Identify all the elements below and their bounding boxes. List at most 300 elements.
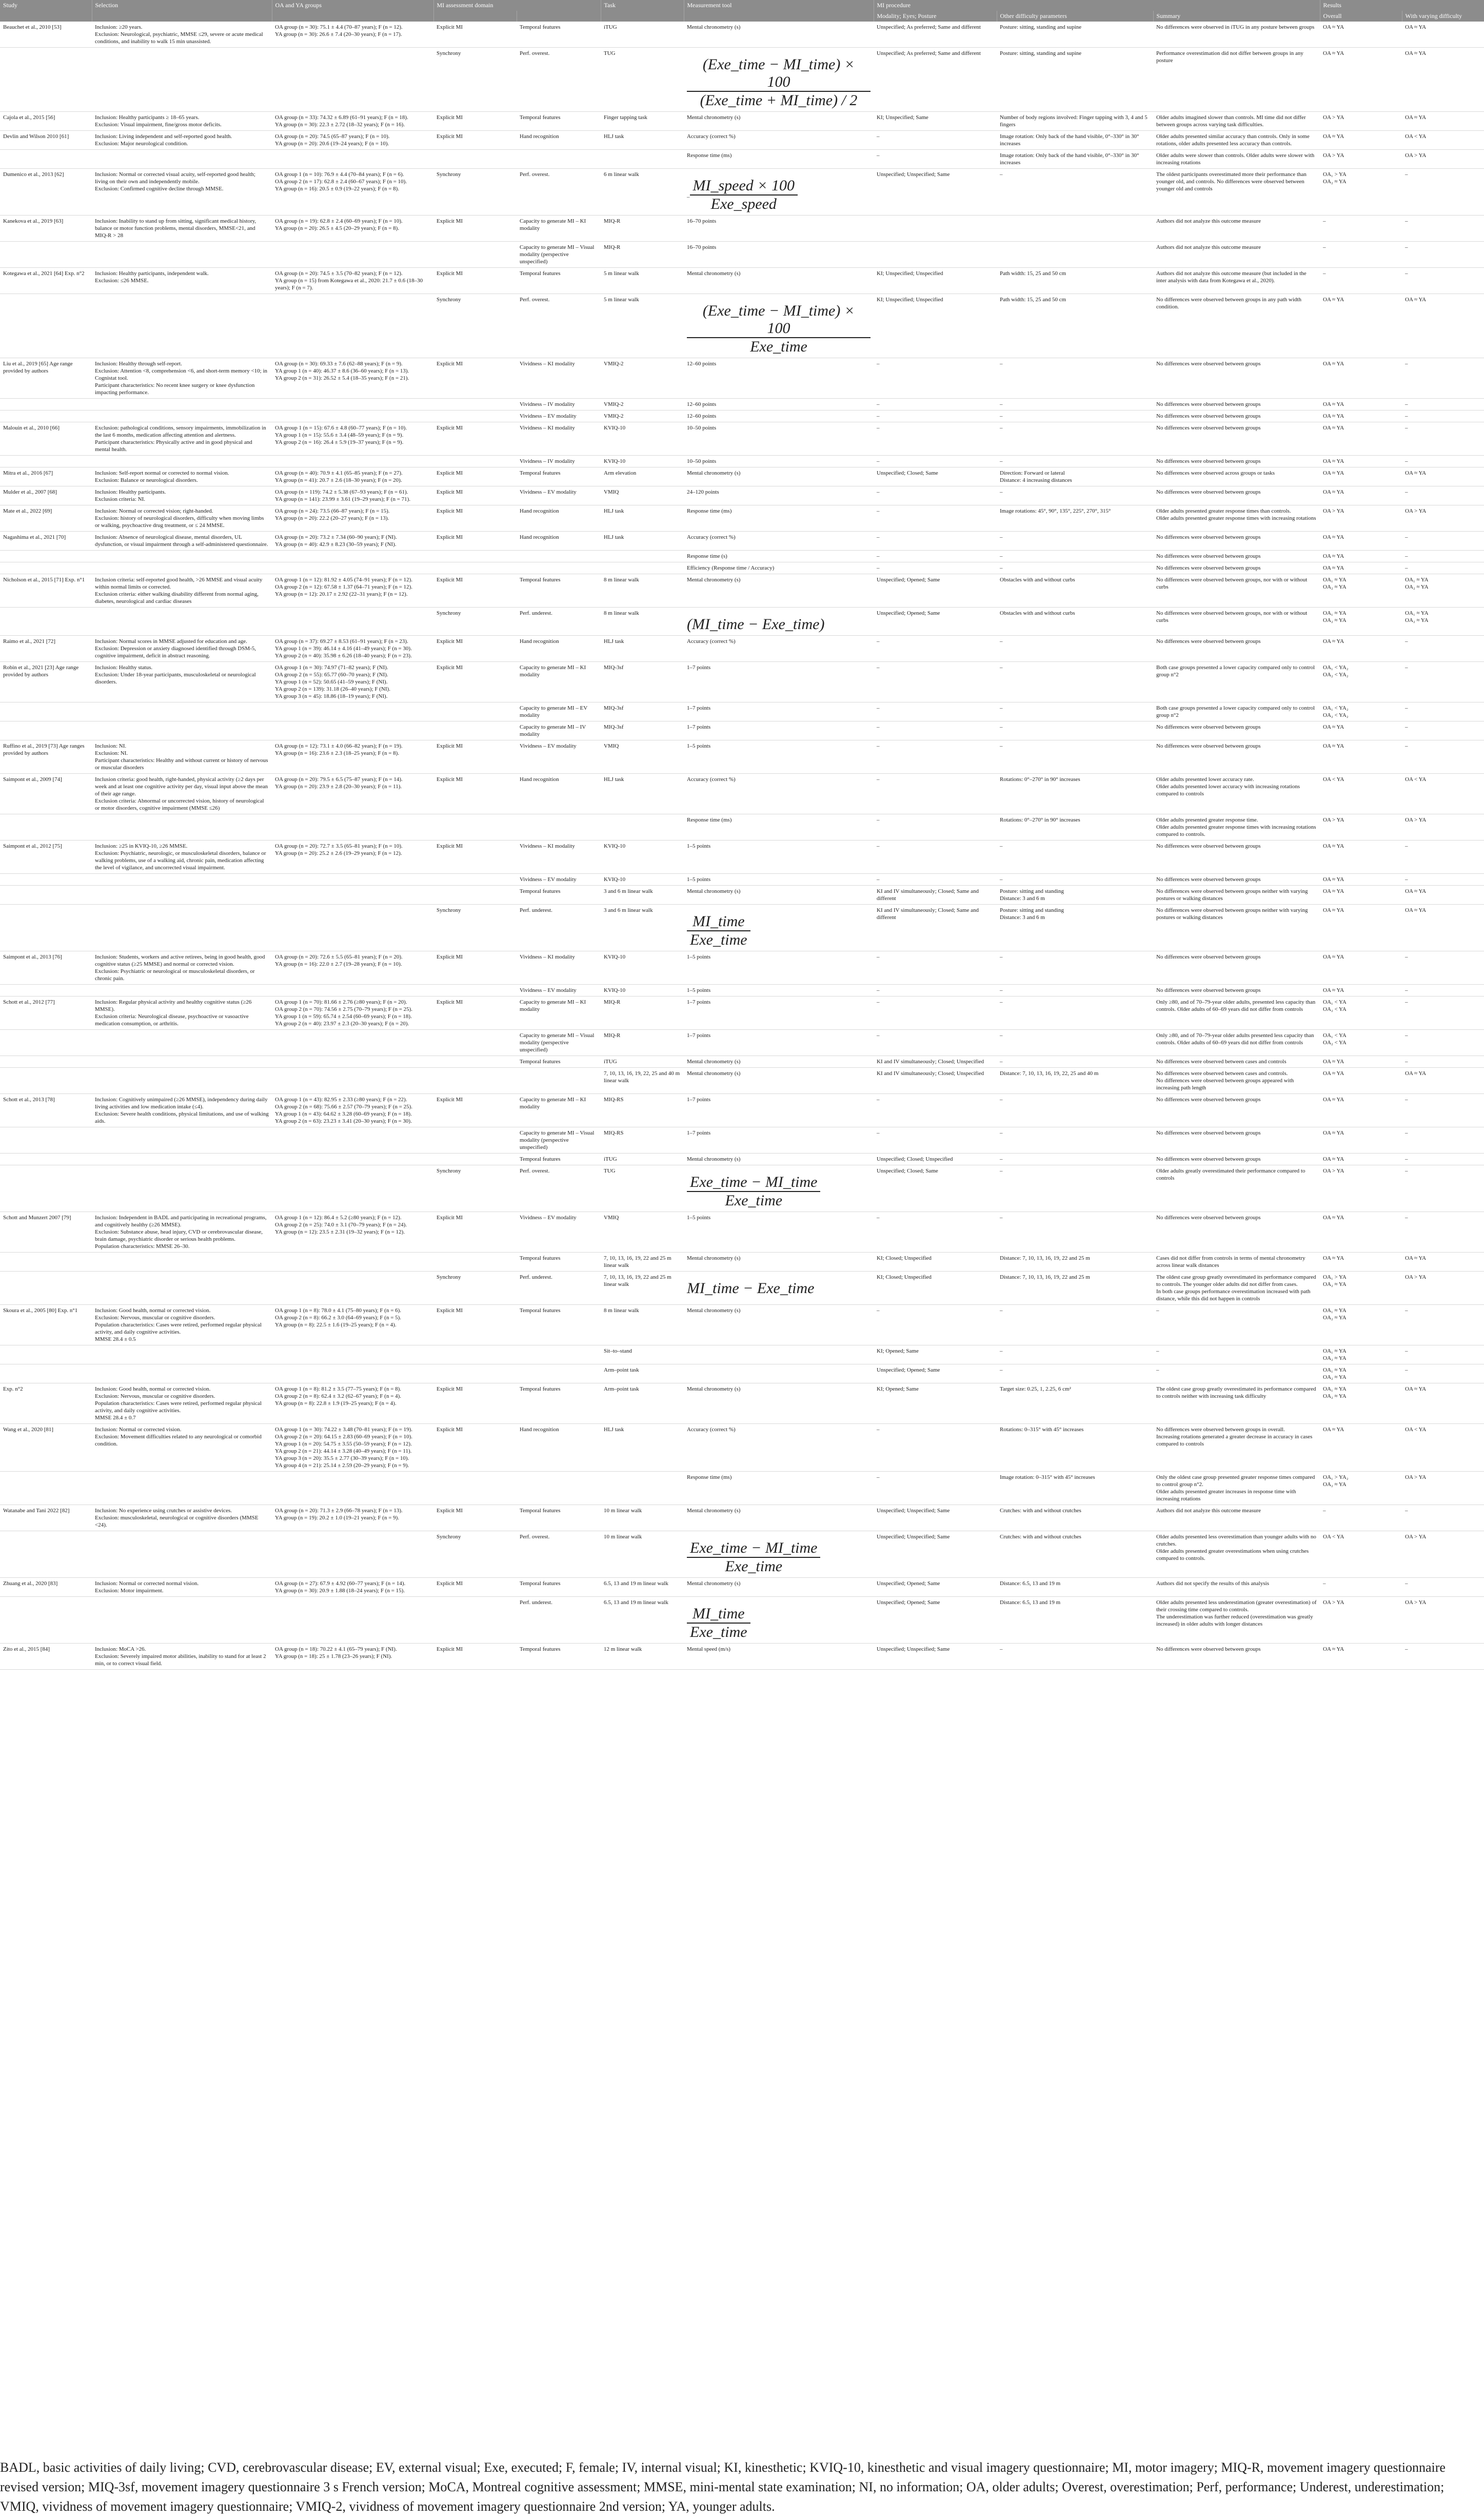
domain-cell-text: Explicit MI bbox=[437, 425, 463, 431]
summary-cell-text: No differences were observed between groups bbox=[1156, 1097, 1261, 1103]
overall-cell-text: OA ≈ YA bbox=[1323, 907, 1344, 913]
table-row bbox=[0, 169, 1484, 216]
domain-cell bbox=[433, 1165, 517, 1212]
modality-cell-text: Unspecified; Opened; Same bbox=[877, 1580, 940, 1587]
other-params-cell-text: Distance: 6.5, 13 and 19 m bbox=[1000, 1599, 1061, 1606]
modality-cell-text: Unspecified; Unspecified; Same bbox=[877, 1646, 950, 1652]
overall-cell-text: OA ≈ YA bbox=[1323, 458, 1344, 464]
study-cell bbox=[0, 574, 92, 608]
domain-cell-text: Explicit MI bbox=[437, 489, 463, 495]
modality-cell bbox=[874, 268, 997, 294]
other-params-cell-text: Posture: sitting and standing bbox=[1000, 907, 1064, 913]
task-cell-text: HLJ task bbox=[604, 638, 624, 644]
summary-cell-text: Older adults were slower than controls. Older adults were slower with increasing rotations bbox=[1156, 152, 1315, 166]
selection-cell-text: Inclusion: Normal or corrected vision; right-handed. bbox=[95, 508, 213, 514]
varying-cell bbox=[1402, 1644, 1484, 1670]
varying-cell-text: – bbox=[1405, 458, 1408, 464]
summary-cell-text: No differences were observed between groups neither with varying postures or walking distances bbox=[1156, 888, 1308, 902]
domain-detail-cell bbox=[517, 216, 601, 242]
table-row bbox=[0, 1253, 1484, 1272]
other-params-cell bbox=[997, 1364, 1153, 1383]
task-cell-text: VMIQ-2 bbox=[604, 413, 624, 419]
overall-cell bbox=[1320, 905, 1402, 951]
tool-cell bbox=[684, 22, 874, 48]
table-row bbox=[0, 1127, 1484, 1154]
domain-detail-cell-text: Temporal features bbox=[520, 470, 561, 476]
domain-cell bbox=[433, 1597, 517, 1644]
overall-cell-text: OA₂ ≈ YA bbox=[1323, 1315, 1347, 1321]
domain-detail-cell-text: Capacity to generate MI – KI modality bbox=[520, 1097, 586, 1110]
tool-cell-text: Mental chronometry (s) bbox=[687, 270, 741, 277]
tool-cell bbox=[684, 1364, 874, 1383]
tool-cell bbox=[684, 422, 874, 456]
groups-cell-text: YA group (n = 15) from Kotegawa et al., 2020: 21.7 ± 0.6 (18–30 years); F (n = 7). bbox=[275, 278, 423, 291]
task-cell bbox=[601, 358, 684, 399]
summary-cell bbox=[1153, 411, 1320, 422]
task-cell bbox=[601, 1305, 684, 1345]
domain-cell bbox=[433, 112, 517, 131]
modality-cell-text: Unspecified; Unspecified; Same bbox=[877, 1534, 950, 1540]
study-cell bbox=[0, 1345, 92, 1364]
header-selection: Selection bbox=[92, 0, 272, 11]
study-cell bbox=[0, 814, 92, 841]
modality-cell bbox=[874, 294, 997, 358]
varying-cell bbox=[1402, 997, 1484, 1030]
groups-cell-text: OA group 2 (n = 12): 67.58 ± 1.37 (64–71 years); F (n = 12). bbox=[275, 584, 413, 590]
formula bbox=[687, 1280, 814, 1297]
task-cell-text: 8 m linear walk bbox=[604, 1307, 639, 1314]
study-cell-text: Ruffino et al., 2019 [73] Age ranges provided by authors bbox=[3, 743, 85, 756]
modality-cell bbox=[874, 1094, 997, 1127]
task-cell-text: 10 m linear walk bbox=[604, 1508, 642, 1514]
overall-cell bbox=[1320, 551, 1402, 562]
overall-cell-text: OA₁ > YA bbox=[1323, 171, 1347, 178]
domain-detail-cell bbox=[517, 150, 601, 169]
formula-denominator: Exe_time bbox=[725, 1558, 783, 1575]
selection-cell bbox=[92, 150, 272, 169]
other-params-cell bbox=[997, 216, 1153, 242]
overall-cell-text: OA ≈ YA bbox=[1323, 534, 1344, 540]
summary-cell-text: No differences were observed between groups bbox=[1156, 565, 1261, 571]
subheader-varying: With varying difficulty bbox=[1402, 11, 1484, 22]
overall-cell bbox=[1320, 1345, 1402, 1364]
study-cell bbox=[0, 169, 92, 216]
groups-cell-text: OA group 1 (n = 43): 82.95 ± 2.33 (≥80 years); F (n = 22). bbox=[275, 1097, 407, 1103]
domain-cell bbox=[433, 1030, 517, 1056]
modality-cell-text: – bbox=[877, 987, 880, 993]
summary-cell bbox=[1153, 22, 1320, 48]
summary-cell-text: Older adults imagined slower than controls. MI time did not differ between groups across varying task difficulties. bbox=[1156, 114, 1306, 128]
selection-cell-text: Exclusion: Substance abuse, head injury, CVD or cerebrovascular disease, brain damage, psychiatric disorder or serious health problems. bbox=[95, 1229, 263, 1242]
overall-cell-text: OA₂ ≈ YA bbox=[1323, 584, 1347, 590]
groups-cell bbox=[272, 562, 433, 574]
domain-cell bbox=[433, 551, 517, 562]
varying-cell bbox=[1402, 1056, 1484, 1068]
varying-cell-text: – bbox=[1405, 1508, 1408, 1514]
domain-detail-cell bbox=[517, 112, 601, 131]
domain-cell bbox=[433, 532, 517, 551]
overall-cell-text: OA ≈ YA bbox=[1323, 1070, 1344, 1077]
groups-cell bbox=[272, 1364, 433, 1383]
domain-detail-cell bbox=[517, 1212, 601, 1253]
domain-cell bbox=[433, 1068, 517, 1094]
study-cell-text: Nicholson et al., 2015 [71] Exp. n°1 bbox=[3, 577, 85, 583]
tool-cell-text: 1–7 points bbox=[687, 1032, 711, 1039]
tool-cell bbox=[684, 814, 874, 841]
summary-cell bbox=[1153, 358, 1320, 399]
varying-cell-text: – bbox=[1405, 705, 1408, 711]
overall-cell bbox=[1320, 1030, 1402, 1056]
table-row bbox=[0, 505, 1484, 532]
varying-cell-text: OA ≈ YA bbox=[1405, 1386, 1427, 1392]
summary-cell-text: No differences were observed between groups bbox=[1156, 425, 1261, 431]
study-cell bbox=[0, 997, 92, 1030]
overall-cell bbox=[1320, 1472, 1402, 1505]
table-row bbox=[0, 1094, 1484, 1127]
domain-detail-cell bbox=[517, 886, 601, 905]
study-cell-text: Raimo et al., 2021 [72] bbox=[3, 638, 56, 644]
summary-cell bbox=[1153, 562, 1320, 574]
table-row bbox=[0, 216, 1484, 242]
summary-cell-text: No differences were observed between groups bbox=[1156, 401, 1261, 407]
domain-cell-text: Synchrony bbox=[437, 907, 461, 913]
summary-cell bbox=[1153, 1212, 1320, 1253]
overall-cell-text: OA ≈ YA bbox=[1323, 1646, 1344, 1652]
groups-cell bbox=[272, 951, 433, 985]
task-cell-text: KVIQ-10 bbox=[604, 876, 626, 883]
overall-cell bbox=[1320, 997, 1402, 1030]
summary-cell bbox=[1153, 721, 1320, 740]
modality-cell bbox=[874, 1597, 997, 1644]
other-params-cell-text: Obstacles with and without curbs bbox=[1000, 577, 1075, 583]
varying-cell bbox=[1402, 740, 1484, 774]
varying-cell bbox=[1402, 951, 1484, 985]
overall-cell-text: OA₁ ≈ YA bbox=[1323, 610, 1347, 616]
varying-cell bbox=[1402, 456, 1484, 467]
summary-cell-text: Both case groups presented a lower capacity compared only to control group n°2 bbox=[1156, 665, 1315, 678]
overall-cell bbox=[1320, 1154, 1402, 1165]
task-cell-text: VMIQ-2 bbox=[604, 401, 624, 407]
formula-fraction bbox=[687, 1174, 820, 1209]
other-params-cell-text: Rotations: 0–315° with 45° increases bbox=[1000, 1427, 1084, 1433]
task-cell-text: HLJ task bbox=[604, 1427, 624, 1433]
task-cell-text: KVIQ-10 bbox=[604, 954, 626, 960]
overall-cell bbox=[1320, 112, 1402, 131]
header-results: Results bbox=[1320, 0, 1484, 11]
varying-cell-text: – bbox=[1405, 489, 1408, 495]
overall-cell-text: OA > YA bbox=[1323, 152, 1344, 159]
task-cell bbox=[601, 551, 684, 562]
selection-cell bbox=[92, 1094, 272, 1127]
table-row bbox=[0, 997, 1484, 1030]
table-footnote: BADL, basic activities of daily living; CVD, cerebrovascular disease; EV, external visual; Exe, executed; F, female; IV, internal visual; KI, kinesthetic; KVIQ-10, kinesthetic and visual imagery questionnaire; MI, motor imagery; MIQ-R, movement imagery questionnaire revised version; MIQ-3sf, movement imagery questionnaire 3 s French version; MoCA, Montreal cognitive assessment; MMSE, mini-mental state examination; NI, no information; OA, older adults; Overest, overestimation; Perf, performance; Underest, underestimation; VMIQ, vividness of movement imagery questionnaire; VMIQ-2, vividness of movement imagery questionnaire 2nd version; YA, younger adults. bbox=[0, 2460, 1446, 2514]
summary-cell-text: Performance overestimation did not differ between groups in any posture bbox=[1156, 50, 1303, 64]
study-cell-text: Skoura et al., 2005 [80] Exp. n°1 bbox=[3, 1307, 78, 1314]
domain-detail-cell bbox=[517, 268, 601, 294]
task-cell-text: TUG bbox=[604, 50, 616, 56]
summary-cell bbox=[1153, 1127, 1320, 1154]
domain-cell-text: Explicit MI bbox=[437, 577, 463, 583]
task-cell bbox=[601, 985, 684, 997]
tool-cell-text: Mental chronometry (s) bbox=[687, 470, 741, 476]
domain-cell bbox=[433, 1472, 517, 1505]
groups-cell bbox=[272, 399, 433, 411]
selection-cell bbox=[92, 740, 272, 774]
other-params-cell bbox=[997, 841, 1153, 874]
modality-cell-text: – bbox=[877, 876, 880, 883]
modality-cell bbox=[874, 1127, 997, 1154]
study-cell-text: Zhuang et al., 2020 [83] bbox=[3, 1580, 58, 1587]
study-cell bbox=[0, 358, 92, 399]
tool-cell bbox=[684, 1030, 874, 1056]
groups-cell-text: OA group (n = 20): 72.6 ± 5.5 (65–81 years); F (n = 20). bbox=[275, 954, 403, 960]
domain-detail-cell bbox=[517, 22, 601, 48]
tool-cell bbox=[684, 874, 874, 886]
header-procedure: MI procedure bbox=[874, 0, 1320, 11]
table-row bbox=[0, 532, 1484, 551]
tool-cell-text: Mental chronometry (s) bbox=[687, 577, 741, 583]
overall-cell bbox=[1320, 456, 1402, 467]
study-cell bbox=[0, 268, 92, 294]
other-params-cell-text: – bbox=[1000, 705, 1003, 711]
overall-cell-text: OA ≈ YA bbox=[1323, 553, 1344, 559]
domain-cell bbox=[433, 1094, 517, 1127]
overall-cell bbox=[1320, 774, 1402, 814]
table-row bbox=[0, 1424, 1484, 1472]
tool-cell-text: 16–70 points bbox=[687, 218, 717, 224]
groups-cell-text: OA group 2 (n = 68): 75.66 ± 2.57 (70–79 years); F (n = 25). bbox=[275, 1104, 413, 1110]
other-params-cell bbox=[997, 905, 1153, 951]
domain-detail-cell-text: Hand recognition bbox=[520, 638, 559, 644]
domain-cell bbox=[433, 294, 517, 358]
study-cell-text: Watanabe and Tani 2022 [82] bbox=[3, 1508, 70, 1514]
summary-cell bbox=[1153, 1030, 1320, 1056]
tool-cell-text: Mental chronometry (s) bbox=[687, 1580, 741, 1587]
task-cell bbox=[601, 1165, 684, 1212]
domain-detail-cell-text: Perf. underest. bbox=[520, 907, 552, 913]
task-cell-text: 3 and 6 m linear walk bbox=[604, 907, 653, 913]
other-params-cell bbox=[997, 1305, 1153, 1345]
tool-cell-text: Mental chronometry (s) bbox=[687, 1070, 741, 1077]
modality-cell-text: – bbox=[877, 1474, 880, 1480]
table-row bbox=[0, 1345, 1484, 1364]
task-cell bbox=[601, 48, 684, 112]
summary-cell-text: – bbox=[1156, 1367, 1159, 1373]
selection-cell bbox=[92, 112, 272, 131]
summary-cell bbox=[1153, 1424, 1320, 1472]
groups-cell-text: YA group 4 (n = 21): 25.14 ± 2.59 (20–29 years); F (n = 9). bbox=[275, 1462, 409, 1469]
other-params-cell bbox=[997, 242, 1153, 268]
varying-cell bbox=[1402, 1531, 1484, 1578]
other-params-cell-text: Crutches: with and without crutches bbox=[1000, 1508, 1081, 1514]
domain-detail-cell bbox=[517, 551, 601, 562]
summary-cell-text: No differences were observed across groups or tasks bbox=[1156, 470, 1275, 476]
overall-cell bbox=[1320, 951, 1402, 985]
table-row bbox=[0, 721, 1484, 740]
overall-cell-text: OA < YA bbox=[1323, 776, 1344, 783]
other-params-cell bbox=[997, 1505, 1153, 1531]
tool-cell bbox=[684, 131, 874, 150]
overall-cell bbox=[1320, 1165, 1402, 1212]
other-params-cell bbox=[997, 169, 1153, 216]
overall-cell bbox=[1320, 1127, 1402, 1154]
tool-cell-text: Mental chronometry (s) bbox=[687, 114, 741, 121]
table-row bbox=[0, 905, 1484, 951]
study-cell bbox=[0, 1578, 92, 1597]
tool-cell-text: Response time (ms) bbox=[687, 152, 732, 159]
domain-cell-text: Explicit MI bbox=[437, 24, 463, 30]
overall-cell bbox=[1320, 1531, 1402, 1578]
other-params-cell bbox=[997, 574, 1153, 608]
groups-cell-text: YA group 2 (n = 40): 23.97 ± 2.3 (20–30 years); F (n = 20). bbox=[275, 1021, 409, 1027]
overall-cell-text: – bbox=[1323, 218, 1326, 224]
tool-cell-text: 12–60 points bbox=[687, 413, 717, 419]
groups-cell-text: OA group (n = 20): 73.2 ± 7.34 (60–90 years); F (NI). bbox=[275, 534, 397, 540]
domain-detail-cell-text: Perf. overest. bbox=[520, 50, 550, 56]
overall-cell-text: OA < YA bbox=[1323, 1534, 1344, 1540]
selection-cell-text: Inclusion: Healthy participants, independent walk. bbox=[95, 270, 209, 277]
task-cell-text: Arm–point task bbox=[604, 1367, 639, 1373]
other-params-cell-text: – bbox=[1000, 1130, 1003, 1136]
varying-cell bbox=[1402, 1165, 1484, 1212]
other-params-cell bbox=[997, 608, 1153, 636]
domain-detail-cell-text: Temporal features bbox=[520, 1059, 561, 1065]
summary-cell bbox=[1153, 467, 1320, 486]
groups-cell-text: YA group 2 (n = 139): 31.18 (26–40 years); F (NI). bbox=[275, 686, 390, 692]
selection-cell bbox=[92, 1472, 272, 1505]
subheader-other: Other difficulty parameters bbox=[997, 11, 1153, 22]
varying-cell bbox=[1402, 294, 1484, 358]
table-row bbox=[0, 740, 1484, 774]
varying-cell-text: OA > YA bbox=[1405, 1274, 1427, 1280]
overall-cell-text: OA ≈ YA bbox=[1323, 987, 1344, 993]
varying-cell-text: – bbox=[1405, 987, 1408, 993]
varying-cell-text: – bbox=[1405, 218, 1408, 224]
study-cell bbox=[0, 551, 92, 562]
overall-cell bbox=[1320, 242, 1402, 268]
modality-cell bbox=[874, 721, 997, 740]
domain-detail-cell bbox=[517, 242, 601, 268]
groups-cell bbox=[272, 740, 433, 774]
summary-cell-text: Older adults presented greater response times with increasing rotations compared to controls. bbox=[1156, 824, 1316, 837]
modality-cell bbox=[874, 886, 997, 905]
varying-cell bbox=[1402, 1030, 1484, 1056]
other-params-cell-text: Posture: sitting and standing bbox=[1000, 888, 1064, 894]
tool-cell-text: 16–70 points bbox=[687, 244, 717, 250]
summary-cell bbox=[1153, 456, 1320, 467]
task-cell-text: 6.5, 13 and 19 m linear walk bbox=[604, 1580, 668, 1587]
groups-cell-text: YA group (n = 41): 20.7 ± 2.6 (18–30 years); F (n = 20). bbox=[275, 477, 402, 483]
domain-detail-cell bbox=[517, 1472, 601, 1505]
groups-cell bbox=[272, 1212, 433, 1253]
selection-cell-text: Inclusion: MoCA >26. bbox=[95, 1646, 146, 1652]
modality-cell-text: – bbox=[877, 534, 880, 540]
table-row bbox=[0, 774, 1484, 814]
summary-cell bbox=[1153, 662, 1320, 702]
overall-cell bbox=[1320, 1305, 1402, 1345]
selection-cell-text: Inclusion: ≥25 in KVIQ-10, ≥26 MMSE. bbox=[95, 843, 188, 849]
summary-cell bbox=[1153, 1644, 1320, 1670]
overall-cell-text: OA₂ ≈ YA bbox=[1323, 1393, 1347, 1399]
other-params-cell bbox=[997, 1030, 1153, 1056]
varying-cell bbox=[1402, 112, 1484, 131]
summary-cell-text: No differences were observed between groups bbox=[1156, 1646, 1261, 1652]
tool-cell-text: 10–50 points bbox=[687, 425, 717, 431]
task-cell-text: HLJ task bbox=[604, 508, 624, 514]
varying-cell-text: – bbox=[1405, 876, 1408, 883]
domain-cell bbox=[433, 1154, 517, 1165]
groups-cell-text: YA group 3 (n = 45): 18.86 (18–19 years); F (NI). bbox=[275, 693, 388, 699]
groups-cell bbox=[272, 1165, 433, 1212]
tool-cell bbox=[684, 562, 874, 574]
domain-detail-cell bbox=[517, 1272, 601, 1305]
domain-cell bbox=[433, 216, 517, 242]
groups-cell-text: YA group (n = 20): 25.2 ± 2.6 (19–29 years); F (n = 12). bbox=[275, 850, 402, 856]
domain-detail-cell bbox=[517, 1253, 601, 1272]
overall-cell-text: OA ≈ YA bbox=[1323, 876, 1344, 883]
modality-cell-text: – bbox=[877, 133, 880, 140]
tool-cell bbox=[684, 48, 874, 112]
varying-cell-text: OA ≈ YA bbox=[1405, 1255, 1427, 1261]
overall-cell-text: – bbox=[1323, 1580, 1326, 1587]
table-row bbox=[0, 702, 1484, 721]
summary-cell-text: No differences were observed between groups, nor with or without curbs bbox=[1156, 577, 1308, 590]
selection-cell-text: Inclusion: Healthy through self-report. bbox=[95, 361, 182, 367]
modality-cell-text: Unspecified; Closed; Same bbox=[877, 1168, 938, 1174]
varying-cell bbox=[1402, 1364, 1484, 1383]
other-params-cell-text: Crutches: with and without crutches bbox=[1000, 1534, 1081, 1540]
formula-numerator: MI_time bbox=[687, 1605, 750, 1624]
table-row bbox=[0, 1472, 1484, 1505]
varying-cell bbox=[1402, 1578, 1484, 1597]
other-params-cell bbox=[997, 1424, 1153, 1472]
selection-cell bbox=[92, 169, 272, 216]
varying-cell bbox=[1402, 150, 1484, 169]
groups-cell-text: OA group 2 (n = 20): 64.15 ± 2.83 (60–69 years); F (n = 10). bbox=[275, 1434, 413, 1440]
tool-cell-text: Response time (ms) bbox=[687, 817, 732, 823]
selection-cell bbox=[92, 422, 272, 456]
tool-cell bbox=[684, 505, 874, 532]
domain-detail-cell-text: Capacity to generate MI – EV modality bbox=[520, 705, 588, 718]
modality-cell-text: – bbox=[877, 361, 880, 367]
tool-cell bbox=[684, 774, 874, 814]
formula-denominator: Exe_time bbox=[690, 1624, 747, 1640]
summary-cell bbox=[1153, 905, 1320, 951]
groups-cell-text: OA group 1 (n = 12): 81.92 ± 4.05 (74–91 years); F (n = 12). bbox=[275, 577, 413, 583]
groups-cell-text: YA group 1 (n = 43): 64.62 ± 3.28 (60–69 years); F (n = 18). bbox=[275, 1111, 412, 1117]
domain-cell bbox=[433, 242, 517, 268]
study-cell-text: Liu et al., 2019 [65] Age range provided by authors bbox=[3, 361, 73, 374]
summary-cell-text: Increasing rotations generated a greater decrease in accuracy in cases compared to controls bbox=[1156, 1434, 1313, 1447]
domain-detail-cell-text: Temporal features bbox=[520, 1508, 561, 1514]
groups-cell-text: OA group (n = 12): 73.1 ± 4.0 (66–82 years); F (n = 19). bbox=[275, 743, 403, 749]
tool-cell bbox=[684, 532, 874, 551]
task-cell bbox=[601, 721, 684, 740]
tool-cell-text: 1–5 points bbox=[687, 843, 711, 849]
modality-cell-text: – bbox=[877, 413, 880, 419]
other-params-cell-text: – bbox=[1000, 1059, 1003, 1065]
domain-detail-cell bbox=[517, 562, 601, 574]
other-params-cell bbox=[997, 456, 1153, 467]
selection-cell bbox=[92, 905, 272, 951]
summary-cell bbox=[1153, 1068, 1320, 1094]
selection-cell bbox=[92, 532, 272, 551]
groups-cell-text: YA group 3 (n = 20): 35.5 ± 2.77 (30–39 years); F (n = 10). bbox=[275, 1455, 409, 1461]
overall-cell-text: OA > YA bbox=[1323, 114, 1344, 121]
varying-cell bbox=[1402, 841, 1484, 874]
study-cell-text: Robin et al., 2021 [23] Age range provided by authors bbox=[3, 665, 79, 678]
task-cell bbox=[601, 740, 684, 774]
